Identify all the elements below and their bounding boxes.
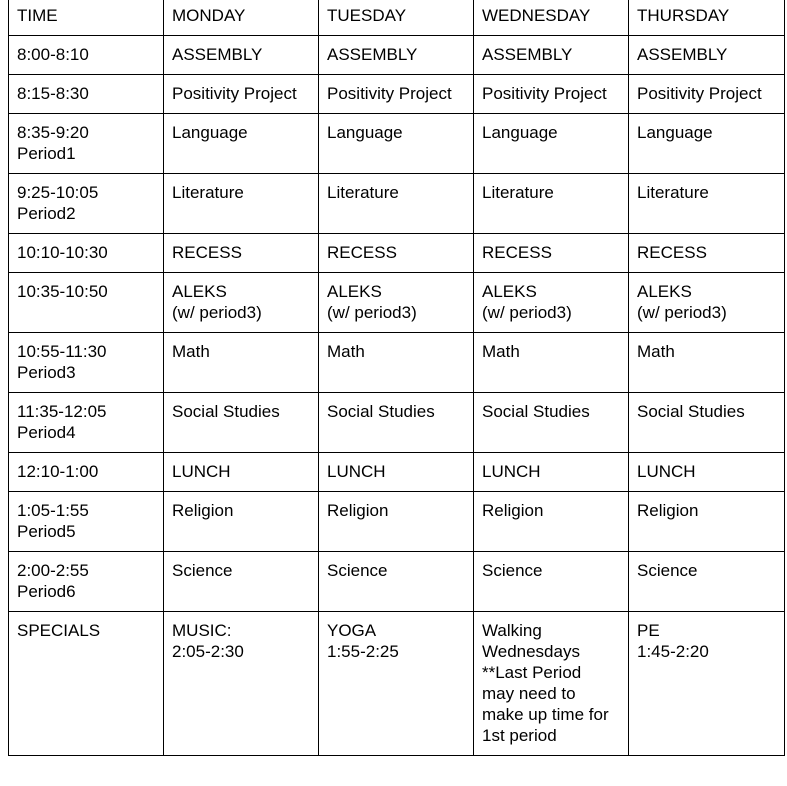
activity-cell: Social Studies (319, 393, 474, 453)
activity-cell: MUSIC: 2:05-2:30 (164, 612, 319, 756)
time-cell: 2:00-2:55 Period6 (9, 552, 164, 612)
activity-cell: Literature (319, 174, 474, 234)
time-cell: 8:35-9:20 Period1 (9, 114, 164, 174)
header-cell-day: THURSDAY (629, 0, 785, 36)
activity-cell: ASSEMBLY (474, 36, 629, 75)
activity-cell: Science (164, 552, 319, 612)
activity-cell: ALEKS (w/ period3) (474, 273, 629, 333)
activity-cell: ALEKS (w/ period3) (164, 273, 319, 333)
activity-cell: Positivity Project (164, 75, 319, 114)
activity-cell: Religion (474, 492, 629, 552)
time-cell: 10:10-10:30 (9, 234, 164, 273)
schedule-body (9, 0, 785, 756)
activity-cell: Social Studies (629, 393, 785, 453)
activity-cell: Math (629, 333, 785, 393)
activity-cell: LUNCH (319, 453, 474, 492)
header-cell-day: WEDNESDAY (474, 0, 629, 36)
activity-cell: PE 1:45-2:20 (629, 612, 785, 756)
activity-cell: Positivity Project (319, 75, 474, 114)
activity-cell: ASSEMBLY (319, 36, 474, 75)
time-cell: SPECIALS (9, 612, 164, 756)
activity-cell: Science (629, 552, 785, 612)
header-cell-time: TIME (9, 0, 164, 36)
activity-cell: RECESS (319, 234, 474, 273)
time-cell: 9:25-10:05 Period2 (9, 174, 164, 234)
activity-cell: Literature (629, 174, 785, 234)
table-row (9, 453, 785, 492)
activity-cell: Religion (164, 492, 319, 552)
activity-cell: Math (164, 333, 319, 393)
table-row (9, 273, 785, 333)
activity-cell: Social Studies (474, 393, 629, 453)
activity-cell: Religion (629, 492, 785, 552)
table-row (9, 393, 785, 453)
time-cell: 10:55-11:30 Period3 (9, 333, 164, 393)
activity-cell: Positivity Project (474, 75, 629, 114)
table-row (9, 114, 785, 174)
activity-cell: ALEKS (w/ period3) (629, 273, 785, 333)
activity-cell: Walking Wednesdays **Last Period may need to make up time for 1st period (474, 612, 629, 756)
table-row (9, 552, 785, 612)
table-row (9, 36, 785, 75)
time-cell: 8:00-8:10 (9, 36, 164, 75)
time-cell: 8:15-8:30 (9, 75, 164, 114)
header-cell-day: TUESDAY (319, 0, 474, 36)
table-row (9, 612, 785, 756)
activity-cell: Math (319, 333, 474, 393)
time-cell: 1:05-1:55 Period5 (9, 492, 164, 552)
activity-cell: ASSEMBLY (629, 36, 785, 75)
activity-cell: Science (474, 552, 629, 612)
header-row (9, 0, 785, 36)
activity-cell: ASSEMBLY (164, 36, 319, 75)
activity-cell: Literature (474, 174, 629, 234)
table-row (9, 492, 785, 552)
time-cell: 12:10-1:00 (9, 453, 164, 492)
activity-cell: Social Studies (164, 393, 319, 453)
activity-cell: Language (474, 114, 629, 174)
activity-cell: LUNCH (164, 453, 319, 492)
header-cell-day: MONDAY (164, 0, 319, 36)
activity-cell: YOGA 1:55-2:25 (319, 612, 474, 756)
activity-cell: RECESS (629, 234, 785, 273)
activity-cell: Math (474, 333, 629, 393)
activity-cell: Religion (319, 492, 474, 552)
activity-cell: RECESS (164, 234, 319, 273)
activity-cell: Science (319, 552, 474, 612)
activity-cell: Language (629, 114, 785, 174)
table-row (9, 174, 785, 234)
activity-cell: Literature (164, 174, 319, 234)
activity-cell: RECESS (474, 234, 629, 273)
activity-cell: Positivity Project (629, 75, 785, 114)
time-cell: 11:35-12:05 Period4 (9, 393, 164, 453)
activity-cell: LUNCH (474, 453, 629, 492)
activity-cell: Language (164, 114, 319, 174)
table-row (9, 333, 785, 393)
schedule-table (8, 0, 785, 756)
activity-cell: LUNCH (629, 453, 785, 492)
activity-cell: Language (319, 114, 474, 174)
time-cell: 10:35-10:50 (9, 273, 164, 333)
table-row (9, 234, 785, 273)
table-row (9, 75, 785, 114)
activity-cell: ALEKS (w/ period3) (319, 273, 474, 333)
